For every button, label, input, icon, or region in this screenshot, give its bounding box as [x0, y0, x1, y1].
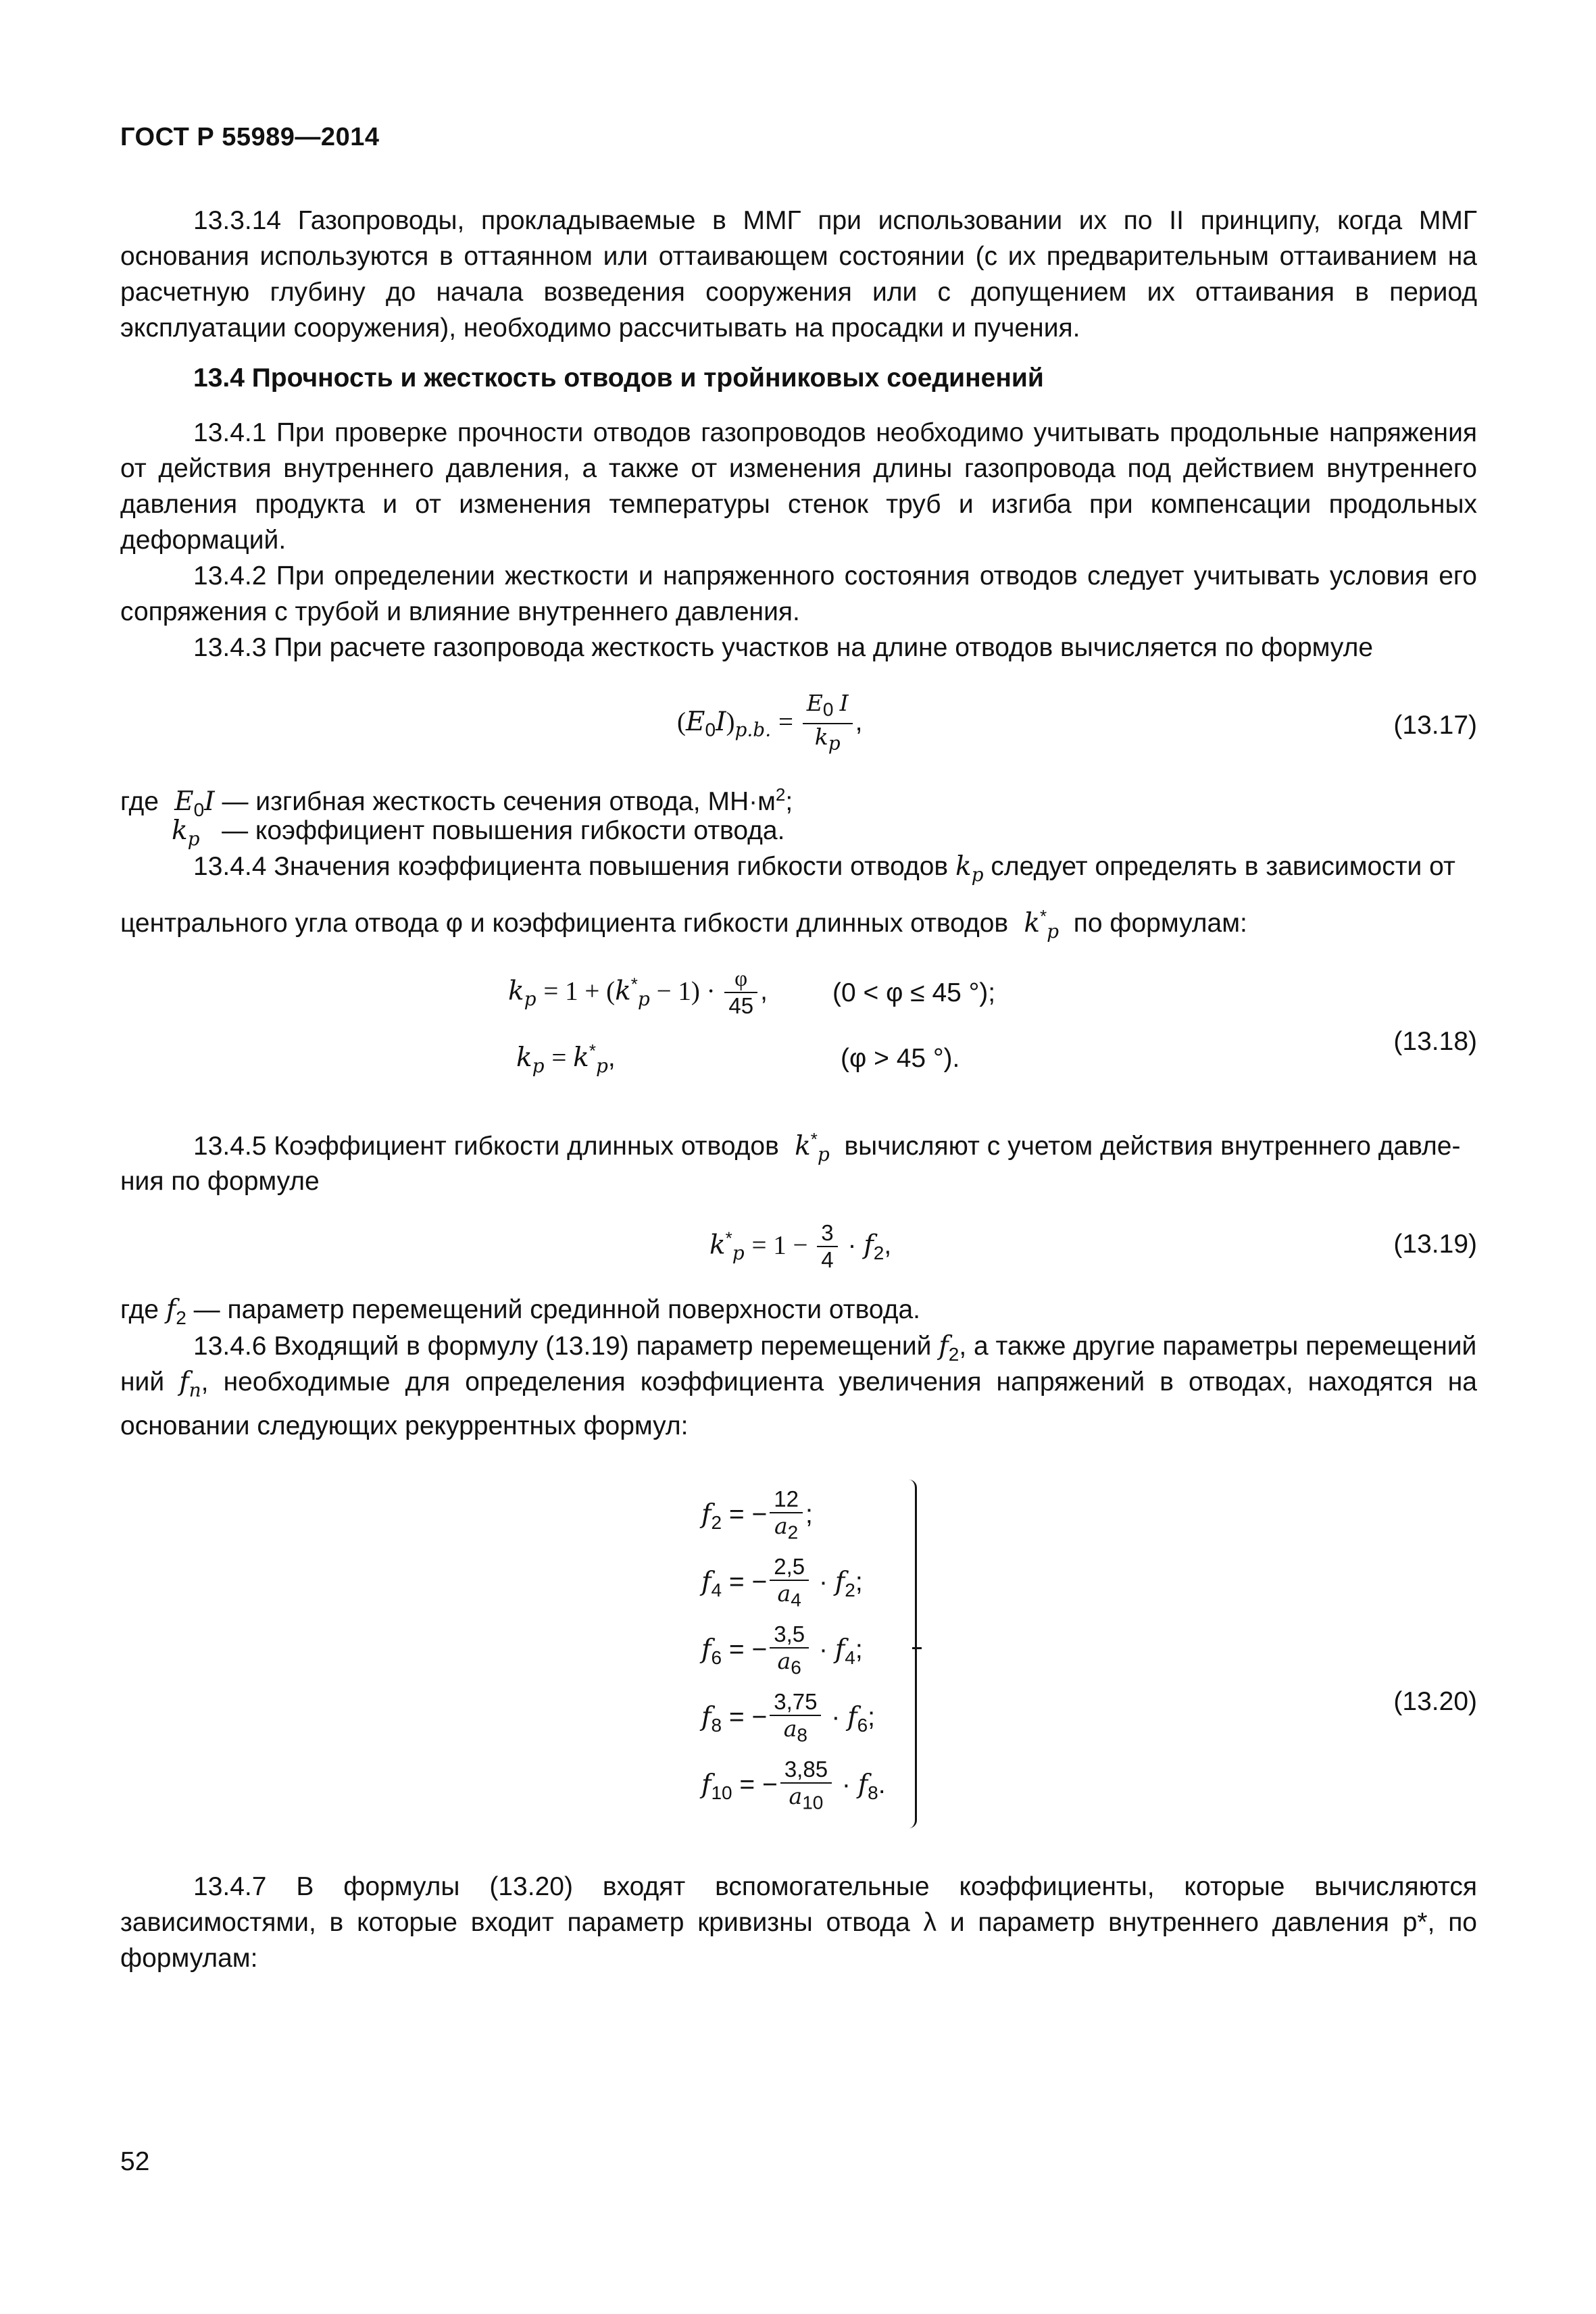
formula-13-19: $k^*_p = 1$ − $\frac{3}{4}$ · $f_2$, [709, 1220, 892, 1272]
paragraph-13-4-4-line1: 13.4.4 Значения коэффициента повышения гибкости отводов $k_p$ следует определять в зависимости от [193, 851, 1455, 886]
text-13-4-4-d: по формулам: [1073, 909, 1247, 938]
paragraph-13-4-4-line2: центрального угла отвода φ и коэффициента гибкости длинных отводов $k^*_p$ по формулам: [120, 906, 1247, 942]
equation-number-13-17: (13.17) [1393, 711, 1477, 740]
section-heading-13-4: 13.4 Прочность и жесткость отводов и тройниковых соединений [193, 363, 1044, 393]
equation-number-13-18: (13.18) [1393, 1027, 1477, 1056]
where-prefix: где [120, 787, 159, 816]
system-brace-tip [912, 1647, 922, 1649]
paragraph-13-4-3: 13.4.3 При расчете газопровода жесткость участков на длине отводов вычисляется по формуле [193, 633, 1374, 662]
where-def-e0i: — изгибная жесткость сечения отвода, МН·м [222, 787, 776, 816]
document-header-title: ГОСТ Р 55989—2014 [120, 123, 380, 151]
paragraph-13-4-5-line2: ния по формуле [120, 1167, 320, 1196]
text-13-4-5-b: вычисляют с учетом действия внутреннего давле- [844, 1132, 1461, 1161]
paragraph-13-4-5-line1: 13.4.5 Коэффициент гибкости длинных отводов $k^*_p$ вычисляют с учетом действия внутреннего давле- [193, 1129, 1461, 1165]
text-13-4-4-a: 13.4.4 Значения коэффициента повышения гибкости отводов [193, 852, 949, 881]
formula-13-20-f6: $f_6$ = − $\frac{3,5}{a_6}$ · $f_4$; [701, 1621, 863, 1678]
formula-13-18-line2: $k_p = k^*_p$, [516, 1040, 616, 1077]
text-13-4-4-b: следует определять в зависимости от [991, 852, 1455, 881]
f6-numerator: 3,5 [770, 1621, 809, 1649]
f4-numerator: 2,5 [770, 1554, 809, 1581]
paragraph-13-3-14: 13.3.14 Газопроводы, прокладываемые в ММГ при использовании их по II принципу, когда ММГ основания используются в оттаянном или оттаивающем состоянии (с их предварительным оттаиванием на расчетную глубину до начала возведения сооружения или с допущением их оттаивания в период эксплуатации сооружения), необходимо рассчитывать на просадки и пучения. [120, 206, 1477, 343]
where-def-f2: — параметр перемещений срединной поверхности отвода. [193, 1295, 921, 1324]
text-13-4-4-c: центрального угла отвода φ и коэффициента гибкости длинных отводов [120, 909, 1009, 938]
formula-13-17: $(E_0I)_{p.b.}$ = $\frac{E_0 I}{k_p}$ , [677, 690, 863, 755]
f10-numerator: 3,85 [780, 1757, 832, 1784]
formula-13-18-condition-2: (φ > 45 °). [841, 1044, 960, 1073]
where-line-f2: где $f_2$ — параметр перемещений срединной поверхности отвода. [120, 1294, 921, 1328]
text-13-4-5-a: 13.4.5 Коэффициент гибкости длинных отводов [193, 1132, 779, 1161]
equation-number-13-20: (13.20) [1393, 1687, 1477, 1716]
formula-13-20-f4: $f_4$ = − $\frac{2,5}{a_4}$ · $f_2$; [701, 1554, 863, 1611]
f8-numerator: 3,75 [770, 1689, 821, 1716]
where-def-kp: — коэффициент повышения гибкости отвода. [222, 816, 785, 845]
paragraph-13-4-2: 13.4.2 При определении жесткости и напряженного состояния отводов следует учитывать условия его сопряжения с трубой и влияние внутреннего давления. [120, 561, 1477, 626]
formula-13-20-f10: $f_{10}$ = − $\frac{3,85}{a_{10}}$ · $f_8$. [701, 1757, 886, 1813]
formula-13-20-f2: $f_2$ = − $\frac{12}{a_2}$ ; [701, 1486, 813, 1543]
text-13-4-6-a: 13.4.6 Входящий в формулу (13.19) параметр перемещений [193, 1332, 932, 1361]
where-line-2: $k_p$ — коэффициент повышения гибкости отвода. [172, 815, 785, 850]
paragraph-13-4-1: 13.4.1 При проверке прочности отводов газопроводов необходимо учитывать продольные напряжения от действия внутреннего давления, а также от изменения длины газопровода под действием внутреннего давления продукта и от изменения температуры стенок труб и изгиба при компенсации продольных деформаций. [120, 418, 1477, 555]
f2-numerator: 12 [770, 1486, 803, 1513]
formula-13-20-f8: $f_8$ = − $\frac{3,75}{a_8}$ · $f_6$; [701, 1689, 876, 1746]
paragraph-13-4-6-line1: 13.4.6 Входящий в формулу (13.19) параметр перемещений $f_2$, а также другие параметры перемещений [193, 1331, 1477, 1365]
formula-13-18-condition-1: (0 < φ ≤ 45 °); [832, 978, 996, 1007]
formula-13-18-line1: $k_p = 1 + (k^*_p - 1)$ · $\frac{\varphi}{45}$ , [508, 967, 768, 1018]
equation-number-13-19: (13.19) [1393, 1230, 1477, 1259]
where-line-1: где $E_0I$ — изгибная жесткость сечения отвода, $МН\cdot м^2$; [120, 784, 793, 820]
system-brace [903, 1480, 917, 1828]
page-number: 52 [120, 2147, 150, 2176]
text-13-4-6-b: , а также другие параметры перемещений [959, 1332, 1477, 1361]
paragraph-13-4-7: 13.4.7 В формулы (13.20) входят вспомогательные коэффициенты, которые вычисляются зависимостями, в которые входит параметр кривизны отвода λ и параметр внутреннего давления p*, по формулам: [120, 1872, 1477, 1973]
paragraph-13-4-6-rest: ний $f_n$, необходимые для определения коэффициента увеличения напряжений в отводах, находятся на основании следующих рекуррентных формул: [120, 1367, 1477, 1440]
text-13-4-6-c: , необходимые для определения коэффициента увеличения напряжений в отводах, находятся на основании следующих рекуррентных формул: [120, 1367, 1477, 1440]
